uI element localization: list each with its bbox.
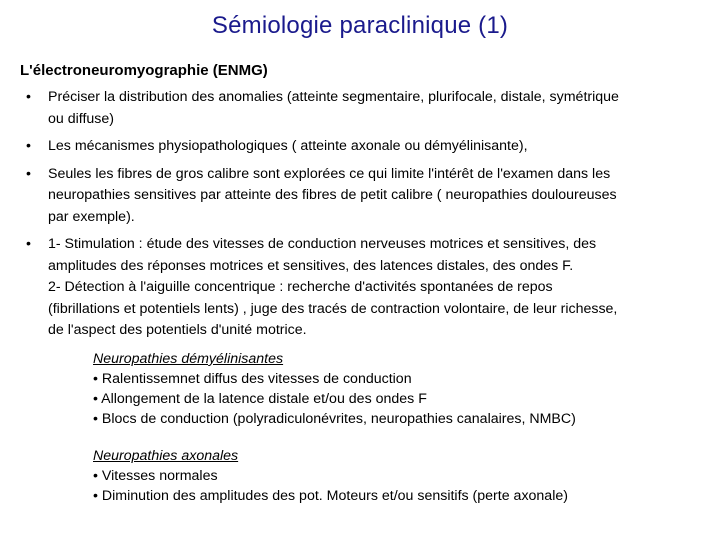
bullet-text: par exemple). [48, 208, 135, 225]
axonal-title: Neuropathies axonales [93, 448, 239, 464]
demyelinating-title: Neuropathies démyélinisantes [93, 351, 284, 367]
bullet-text: 1- Stimulation : étude des vitesses de conduction nerveuses motrices et sensitives, des [48, 236, 597, 252]
bullet-text: Seules les fibres de gros calibre sont explorées ce qui limite l'intérêt de l'examen dans les [48, 165, 611, 182]
bullet-text: amplitudes des réponses motrices et sensitives, des latences distales, des ondes F. [48, 257, 574, 274]
demyelinating-section [93, 349, 576, 429]
bullet-dot-icon: • [26, 138, 31, 154]
bullet-dot-icon: • [26, 89, 31, 105]
list-item: • Allongement de la latence distale et/ou des ondes F [93, 391, 427, 407]
bullet-item [20, 234, 710, 342]
list-item: • Ralentissemnet diffus des vitesses de conduction [93, 371, 412, 387]
axonal-section [93, 446, 568, 506]
bullet-dot-icon: • [26, 165, 31, 182]
bullet-text: Les mécanismes physiopathologiques ( atteinte axonale ou démyélinisante), [48, 138, 528, 154]
bullet-text: Préciser la distribution des anomalies (atteinte segmentaire, plurifocale, distale, symétrique [48, 89, 619, 105]
bullet-item [20, 87, 710, 130]
bullet-text: (fibrillations et potentiels lents) , juge des tracés de contraction volontaire, de leur richesse, [48, 300, 618, 317]
list-item: • Vitesses normales [93, 468, 218, 484]
slide-title: Sémiologie paraclinique (1) [211, 12, 509, 39]
bullet-text: de l'aspect des potentiels d'unité motrice. [48, 322, 307, 338]
section-heading: L'électroneuromyographie (ENMG) [20, 62, 268, 79]
bullet-item [20, 164, 710, 229]
bullet-text: ou diffuse) [48, 110, 114, 127]
list-item: • Blocs de conduction (polyradiculonévrites, neuropathies canalaires, NMBC) [93, 411, 576, 427]
bullet-text: neuropathies sensitives par atteinte des fibres de petit calibre ( neuropathies douloureuses [48, 187, 617, 203]
bullet-item [20, 136, 710, 158]
list-item: • Diminution des amplitudes des pot. Moteurs et/ou sensitifs (perte axonale) [93, 488, 568, 504]
bullet-list [20, 87, 710, 348]
bullet-dot-icon: • [26, 236, 31, 252]
bullet-text: 2- Détection à l'aiguille concentrique : recherche d'activités spontanées de repos [48, 279, 553, 295]
